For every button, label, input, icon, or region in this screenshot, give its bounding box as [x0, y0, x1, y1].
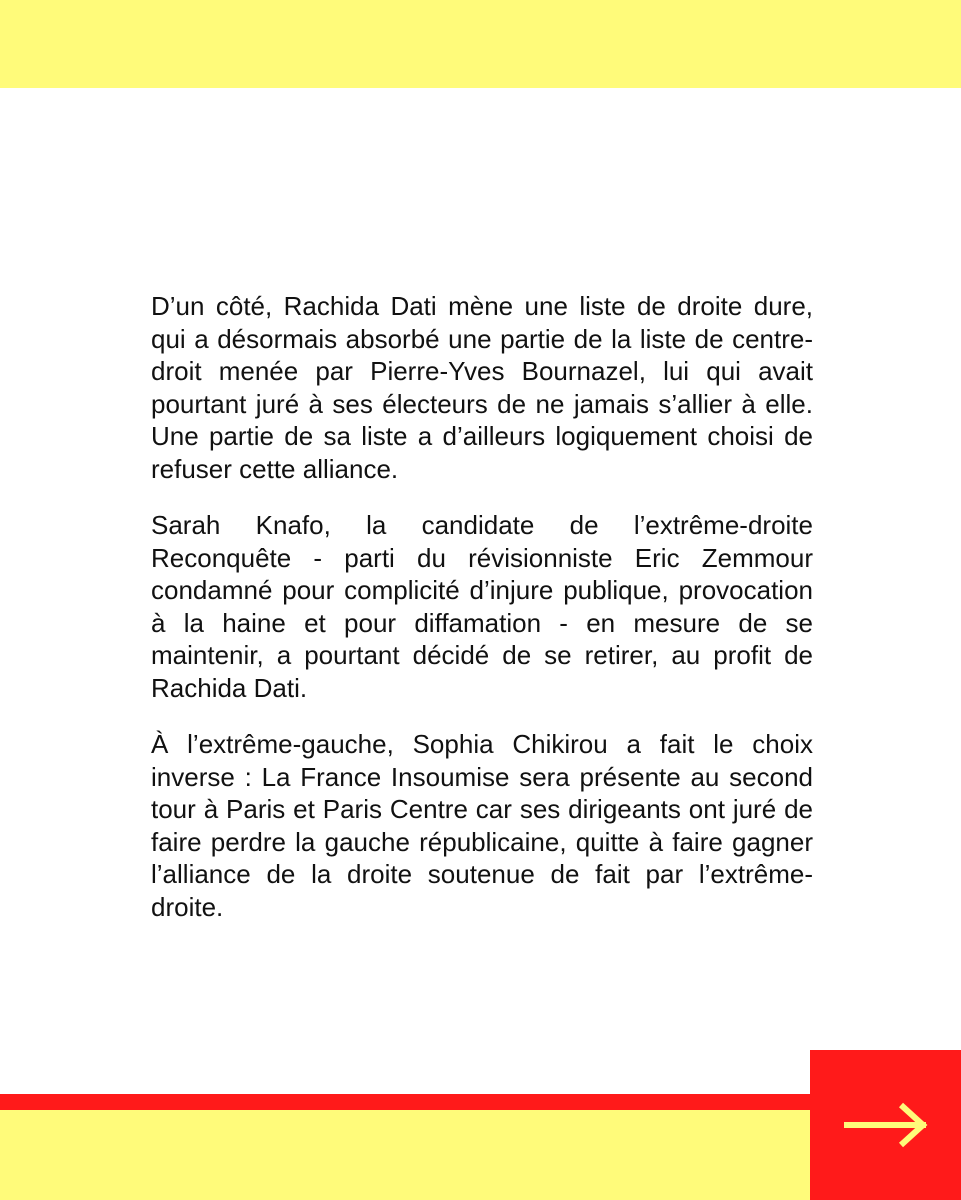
- top-yellow-band: [0, 0, 961, 88]
- body-text: [151, 290, 813, 923]
- paragraph-3: À l’extrême-gauche, Sophia Chikirou a fait le choix inverse : La France Insoumise sera présente au second tour à Paris et Paris Centre car ses dirigeants ont juré de faire perdre la gauche républicaine, quitte à faire gagner l’alliance de la droite soutenue de fait par l’extrême-droite.: [151, 729, 813, 922]
- arrow-right-icon: [843, 1102, 929, 1148]
- paragraph-2: Sarah Knafo, la candidate de l’extrême-droite Reconquête - parti du révisionniste Eric Zemmour condamné pour complicité d’injure publique, provocation à la haine et pour diffamation - en mesure de se maintenir, a pourtant décidé de se retirer, au profit de Rachida Dati.: [151, 510, 813, 703]
- next-slide-button[interactable]: [810, 1050, 961, 1200]
- paragraph-1: D’un côté, Rachida Dati mène une liste de droite dure, qui a désormais absorbé une partie de la liste de centre-droit menée par Pierre-Yves Bournazel, lui qui avait pourtant juré à ses électeurs de ne jamais s’allier à elle. Une partie de sa liste a d’ailleurs logiquement choisi de refuser cette alliance.: [151, 291, 813, 484]
